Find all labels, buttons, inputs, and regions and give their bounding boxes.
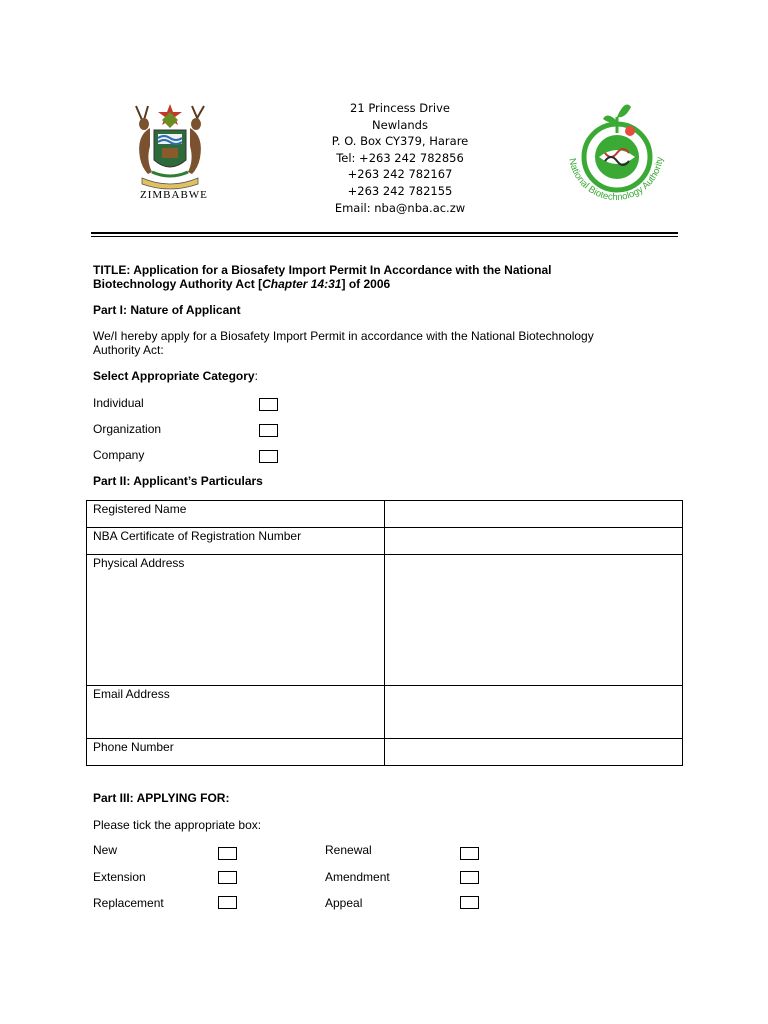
header-divider-thin (91, 236, 678, 237)
table-row (87, 555, 683, 686)
option-replacement-label: Replacement (93, 896, 164, 910)
company-checkbox[interactable] (259, 450, 278, 463)
table-row (87, 686, 683, 739)
part1-intro-line-1: We/I hereby apply for a Biosafety Import Permit in accordance with the National Biotechnology (93, 329, 594, 343)
physical-address-field[interactable] (385, 555, 683, 686)
replacement-checkbox[interactable] (218, 896, 237, 909)
new-checkbox[interactable] (218, 847, 237, 860)
part2-heading (93, 474, 263, 488)
option-renewal-label: Renewal (325, 843, 372, 857)
option-amendment-label: Amendment (325, 870, 390, 884)
part2-heading-rest: : Applicant’s Particulars (126, 474, 263, 488)
registration-number-label: NBA Certificate of Registration Number (87, 528, 385, 555)
address-line: +263 242 782155 (347, 183, 453, 198)
phone-number-field[interactable] (385, 739, 683, 766)
address-line: Email: nba@nba.ac.zw (334, 200, 466, 215)
option-individual-label: Individual (93, 396, 144, 410)
nba-emblem-icon (555, 95, 677, 211)
zimbabwe-coat-of-arms-logo (112, 98, 242, 208)
part3-instruction: Please tick the appropriate box: (93, 818, 262, 832)
option-organization-label: Organization (93, 422, 162, 436)
header-divider (91, 232, 678, 234)
physical-address-label: Physical Address (87, 555, 385, 686)
email-address-label: Email Address (87, 686, 385, 739)
coat-of-arms-icon (112, 98, 242, 198)
individual-checkbox[interactable] (259, 398, 278, 411)
category-label-colon: : (254, 369, 258, 383)
appeal-checkbox[interactable] (460, 896, 479, 909)
registration-number-field[interactable] (385, 528, 683, 555)
zimbabwe-label: ZIMBABWE (140, 189, 208, 201)
address-line: 21 Princess Drive (350, 101, 450, 115)
svg-text:National Biotechnology Authori: National Biotechnology Authority (566, 156, 666, 204)
registered-name-label: Registered Name (87, 501, 385, 528)
amendment-checkbox[interactable] (460, 871, 479, 884)
address-line: +263 242 782167 (347, 167, 453, 182)
organization-checkbox[interactable] (259, 424, 278, 437)
address-line: Newlands (372, 117, 428, 132)
form-title-line-1: TITLE: Application for a Biosafety Import Permit In Accordance with the National (93, 263, 552, 277)
address-line: P. O. Box CY379, Harare (331, 134, 469, 149)
category-label (93, 369, 258, 383)
table-row (87, 739, 683, 766)
title-chapter: Chapter 14:31 (262, 277, 342, 291)
option-new-label: New (93, 843, 118, 857)
title-suffix: ] of 2006 (341, 277, 391, 291)
renewal-checkbox[interactable] (460, 847, 479, 860)
registered-name-field[interactable] (385, 501, 683, 528)
table-row (87, 501, 683, 528)
part3-heading: Part III: APPLYING FOR: (93, 791, 230, 805)
part1-intro-line-2: Authority Act: (93, 343, 164, 357)
part1-heading (93, 303, 241, 317)
applicant-particulars-table (86, 500, 683, 766)
address-line: Tel: +263 242 782856 (336, 150, 464, 165)
form-title-line-2 (93, 277, 390, 291)
address-block (300, 100, 500, 216)
extension-checkbox[interactable] (218, 871, 237, 884)
part1-heading-rest: : Nature of Applicant (123, 303, 241, 317)
email-address-field[interactable] (385, 686, 683, 739)
option-company-label: Company (93, 448, 145, 462)
option-extension-label: Extension (93, 870, 146, 884)
part2-heading-bold: Part II (93, 474, 127, 488)
title-prefix: Biotechnology Authority Act [ (93, 277, 263, 291)
option-appeal-label: Appeal (325, 896, 363, 910)
table-row (87, 528, 683, 555)
phone-number-label: Phone Number (87, 739, 385, 766)
part1-heading-bold: Part I (93, 303, 124, 317)
nba-logo (555, 95, 677, 211)
category-label-text: Select Appropriate Category (93, 369, 255, 383)
